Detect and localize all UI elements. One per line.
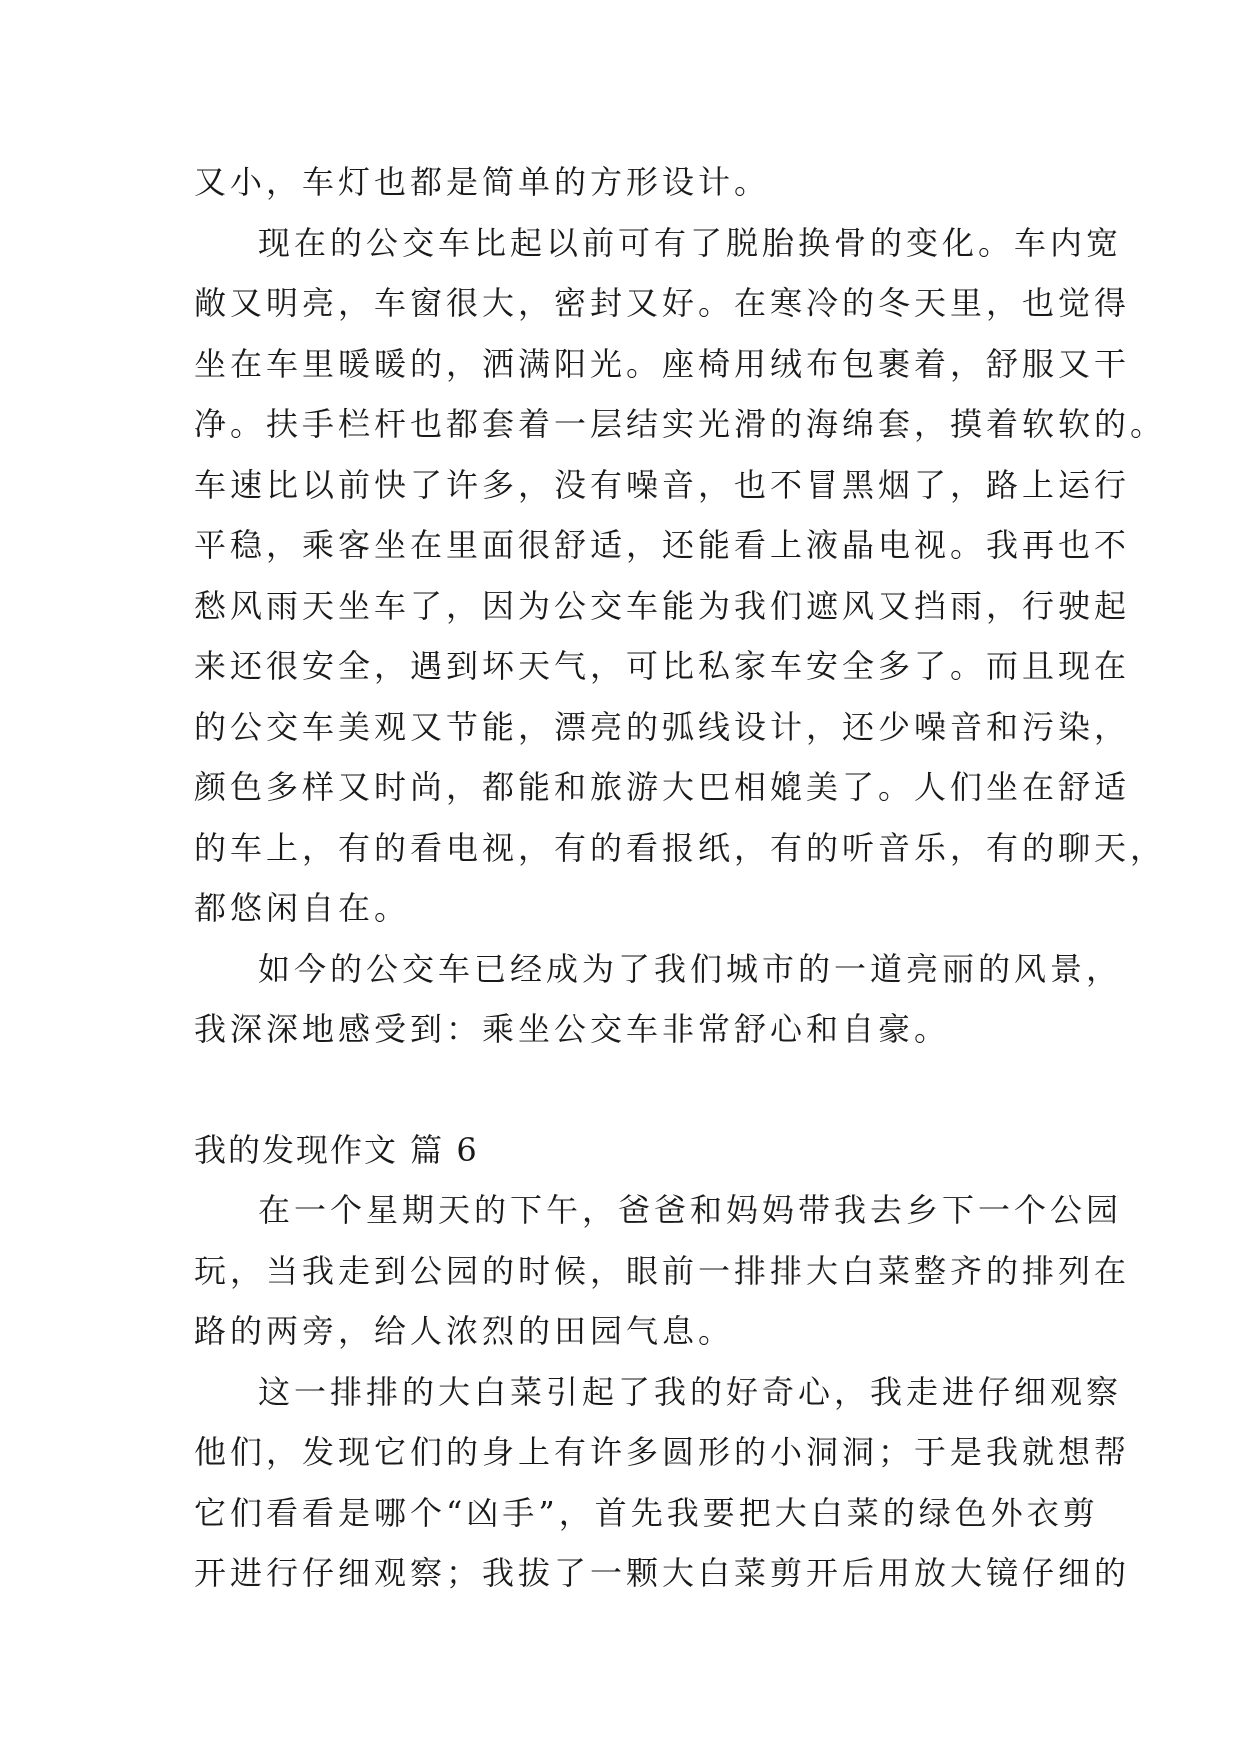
paragraph xyxy=(194,1180,1131,1362)
section-heading: 我的发现作文 篇 6 xyxy=(194,1130,479,1169)
text-line: 净。扶手栏杆也都套着一层结实光滑的海绵套，摸着软软的。 xyxy=(194,405,1167,443)
text-line: 如今的公交车已经成为了我们城市的一道亮丽的风景， xyxy=(258,949,1123,988)
text-line: 又小，车灯也都是简单的方形设计。 xyxy=(194,163,771,201)
text-line: 敞又明亮，车窗很大，密封又好。在寒冷的冬天里，也觉得 xyxy=(194,284,1131,322)
text-line: 开进行仔细观察；我拔了一颗大白菜剪开后用放大镜仔细的 xyxy=(194,1554,1131,1592)
paragraph xyxy=(194,152,1054,213)
text-line: 路的两旁，给人浓烈的田园气息。 xyxy=(194,1312,735,1350)
text-line: 他们，发现它们的身上有许多圆形的小洞洞；于是我就想帮 xyxy=(194,1433,1131,1471)
text-line: 来还很安全，遇到坏天气，可比私家车安全多了。而且现在 xyxy=(194,647,1131,685)
text-line: 我深深地感受到：乘坐公交车非常舒心和自豪。 xyxy=(194,1010,951,1048)
text-line: 都悠闲自在。 xyxy=(194,889,411,927)
paragraph xyxy=(194,1362,1131,1604)
text-line: 颜色多样又时尚，都能和旅游大巴相媲美了。人们坐在舒适 xyxy=(194,768,1131,806)
text-line: 在一个星期天的下午，爸爸和妈妈带我去乡下一个公园 xyxy=(258,1191,1123,1229)
text-line: 的车上，有的看电视，有的看报纸，有的听音乐，有的聊天， xyxy=(194,828,1167,867)
text-line: 的公交车美观又节能，漂亮的弧线设计，还少噪音和污染， xyxy=(194,707,1131,746)
text-line: 愁风雨天坐车了，因为公交车能为我们遮风又挡雨，行驶起 xyxy=(194,586,1131,625)
paragraph xyxy=(194,213,1167,939)
paragraph xyxy=(194,939,1123,1060)
text-line: 坐在车里暖暖的，洒满阳光。座椅用绒布包裹着，舒服又干 xyxy=(194,344,1131,383)
text-line: 车速比以前快了许多，没有噪音，也不冒黑烟了，路上运行 xyxy=(194,465,1131,504)
text-line: 平稳，乘客坐在里面很舒适，还能看上液晶电视。我再也不 xyxy=(194,526,1131,564)
text-line: 它们看看是哪个“凶手”，首先我要把大白菜的绿色外衣剪 xyxy=(194,1493,1099,1532)
text-line: 现在的公交车比起以前可有了脱胎换骨的变化。车内宽 xyxy=(258,223,1123,262)
document-body xyxy=(194,152,1167,1604)
section-gap xyxy=(194,1060,1054,1120)
text-line: 玩，当我走到公园的时候，眼前一排排大白菜整齐的排列在 xyxy=(194,1251,1131,1290)
text-line: 这一排排的大白菜引起了我的好奇心，我走进仔细观察 xyxy=(258,1372,1123,1411)
